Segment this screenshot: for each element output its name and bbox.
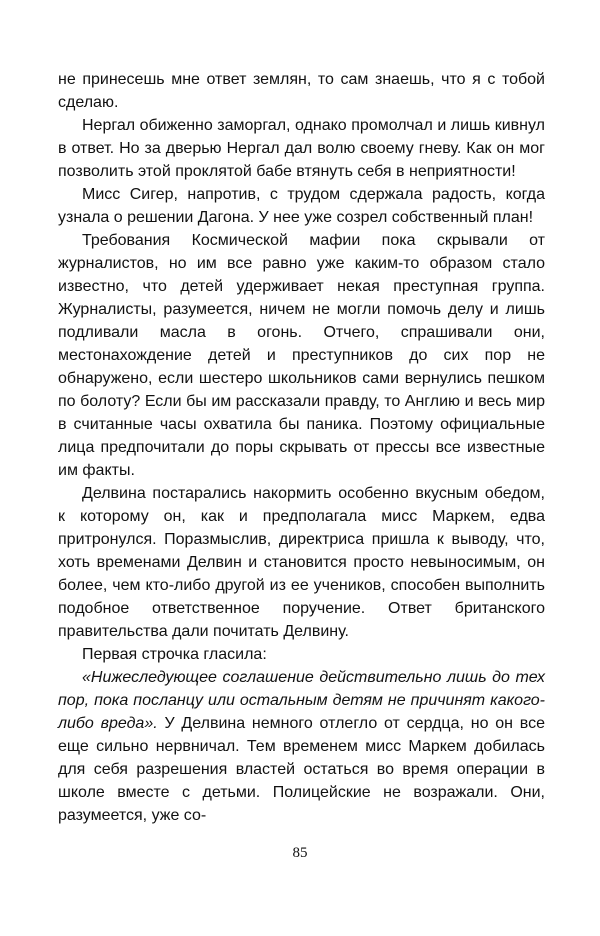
paragraph-7 [58, 666, 545, 827]
quoted-agreement: «Нижеследующее соглашение действительно лишь до тех пор, пока посланцу или остальным детям не причинят какого-либо вреда». [58, 669, 545, 732]
paragraph-continuation: У Делвина немного отлегло от сердца, но он все еще сильно нервничал. Тем временем мисс Маркем добилась для себя разрешения властей остаться во время операции в школе вместе с детьми. Полицейские не возражали. Они, разумеется, уже со- [58, 715, 545, 824]
paragraph-1: не принесешь мне ответ землян, то сам знаешь, что я с тобой сделаю. [58, 71, 545, 111]
paragraph-4: Требования Космической мафии пока скрывали от журналистов, но им все равно уже каким-то образом стало известно, что детей удерживает некая преступная группа. Журналисты, разумеется, ничем не могли помочь делу и лишь подливали масла в огонь. Отчего, спрашивали они, местонахождение детей и преступников до сих пор не обнаружено, если шестеро школьников сами вернулись пешком по болоту? Если бы им рассказали правду, то Англию и весь мир в считанные часы охватила бы паника. Поэтому официальные лица предпочитали до поры скрывать от прессы все известные им факты. [58, 232, 545, 479]
page-body [58, 68, 545, 827]
page-number: 85 [292, 845, 308, 861]
paragraph-3: Мисс Сигер, напротив, с трудом сдержала радость, когда узнала о решении Дагона. У нее уже созрел собственный план! [58, 186, 545, 226]
paragraph-2: Нергал обиженно заморгал, однако промолчал и лишь кивнул в ответ. Но за дверью Нергал дал волю своему гневу. Как он мог позволить этой проклятой бабе втянуть себя в неприятности! [58, 117, 545, 180]
paragraph-6: Первая строчка гласила: [82, 646, 267, 663]
paragraph-5: Делвина постарались накормить особенно вкусным обедом, к которому он, как и предполагала мисс Маркем, едва притронулся. Поразмыслив, директриса пришла к выводу, что, хоть временами Делвин и становится просто невыносимым, он более, чем кто-либо другой из ее учеников, способен выполнить подобное ответственное поручение. Ответ британского правительства дали почитать Делвину. [58, 485, 545, 640]
